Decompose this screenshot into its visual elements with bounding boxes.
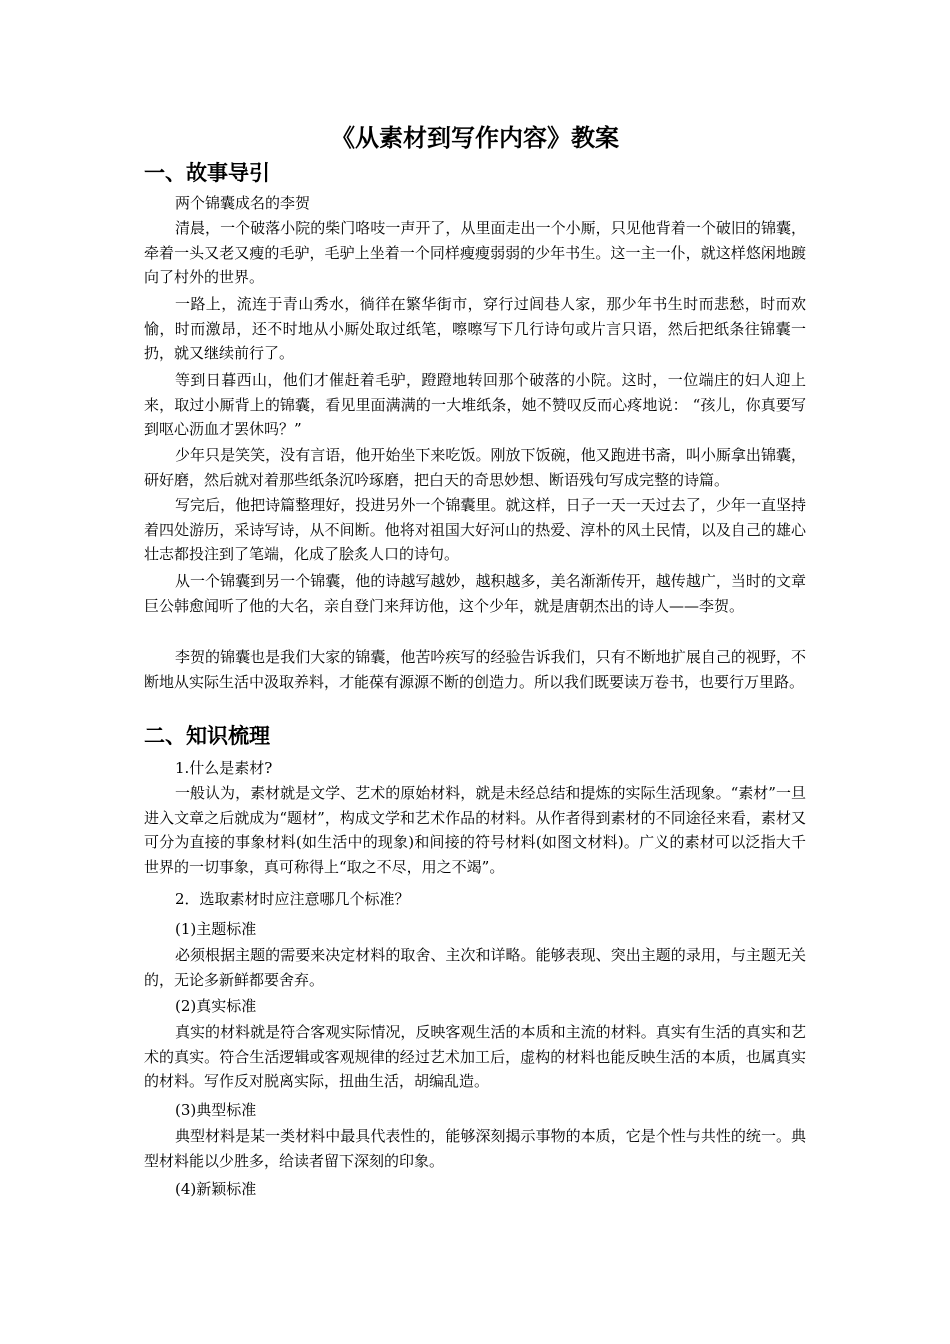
story-subtitle: 两个锦囊成名的李贺 [175, 194, 311, 212]
story-paragraph: 清晨，一个破落小院的柴门咯吱一声开了，从里面走出一个小厮，只见他背着一个破旧的锦囊，牵着一头又老又瘦的毛驴，毛驴上坐着一个同样瘦瘦弱弱的少年书生。这一主一仆，就这样悠闲地踱向了村外的世界。 [144, 219, 806, 286]
knowledge-paragraph: 真实的材料就是符合客观实际情况，反映客观生活的本质和主流的材料。真实有生活的真实和艺术的真实。符合生活逻辑或客观规律的经过艺术加工后，虚构的材料也能反映生活的本质，也属真实的材料。写作反对脱离实际，扭曲生活，胡编乱造。 [144, 1023, 806, 1090]
story-paragraph: 从一个锦囊到另一个锦囊，他的诗越写越妙，越积越多，美名渐渐传开，越传越广，当时的文章巨公韩愈闻听了他的大名，亲自登门来拜访他，这个少年，就是唐朝杰出的诗人——李贺。 [144, 572, 806, 615]
knowledge-paragraph: 必须根据主题的需要来决定材料的取舍、主次和详略。能够表现、突出主题的录用，与主题无关的，无论多新鲜都要舍弃。 [144, 946, 806, 989]
knowledge-paragraph: 典型材料是某一类材料中最具代表性的，能够深刻揭示事物的本质，它是个性与共性的统一。典型材料能以少胜多，给读者留下深刻的印象。 [144, 1127, 806, 1170]
knowledge-paragraph: 一般认为，素材就是文学、艺术的原始材料，就是未经总结和提炼的实际生活现象。“素材”一旦进入文章之后就成为“题材”，构成文学和艺术作品的材料。从作者得到素材的不同途径来看，素材又可分为直接的事象材料(如生活中的现象)和间接的符号材料(如图文材料)。广义的素材可以泛指大千世界的一切事象，真可称得上“取之不尽，用之不竭”。 [144, 784, 806, 876]
question-heading: 1.什么是素材? [175, 759, 273, 777]
section-heading-story: 一、故事导引 [144, 160, 270, 185]
standard-heading: (4)新颖标准 [175, 1180, 257, 1198]
story-paragraph: 李贺的锦囊也是我们大家的锦囊，他苦吟疾写的经验告诉我们，只有不断地扩展自己的视野，不断地从实际生活中汲取养料，才能葆有源源不断的创造力。所以我们既要读万卷书，也要行万里路。 [144, 648, 806, 691]
question-heading: 2．选取素材时应注意哪几个标准？ [175, 890, 410, 908]
story-paragraph: 少年只是笑笑，没有言语，他开始坐下来吃饭。刚放下饭碗，他又跑进书斋，叫小厮拿出锦囊，研好磨，然后就对着那些纸条沉吟琢磨，把白天的奇思妙想、断语残句写成完整的诗篇。 [144, 446, 806, 489]
story-paragraph: 等到日暮西山，他们才催赶着毛驴，蹬蹬地转回那个破落的小院。这时，一位端庄的妇人迎上来，取过小厮背上的锦囊，看见里面满满的一大堆纸条，她不赞叹反而心疼地说： “孩儿，你真要写到呕心沥血才罢休吗？” [144, 371, 806, 438]
standard-heading: (1)主题标准 [175, 920, 257, 938]
document-title: 《从素材到写作内容》教案 [331, 123, 619, 152]
story-paragraph: 写完后，他把诗篇整理好，投进另外一个锦囊里。就这样，日子一天一天过去了，少年一直坚持着四处游历，采诗写诗，从不间断。他将对祖国大好河山的热爱、淳朴的风土民情，以及自己的雄心壮志都投注到了笔端，化成了脍炙人口的诗句。 [144, 496, 806, 563]
section-heading-knowledge: 二、知识梳理 [144, 723, 270, 748]
standard-heading: (2)真实标准 [175, 997, 257, 1015]
standard-heading: (3)典型标准 [175, 1101, 257, 1119]
story-paragraph: 一路上，流连于青山秀水，徜徉在繁华街市，穿行过闾巷人家，那少年书生时而悲愁，时而欢愉，时而激昂，还不时地从小厮处取过纸笔，嚓嚓写下几行诗句或片言只语，然后把纸条往锦囊一扔，就又继续前行了。 [144, 295, 806, 362]
